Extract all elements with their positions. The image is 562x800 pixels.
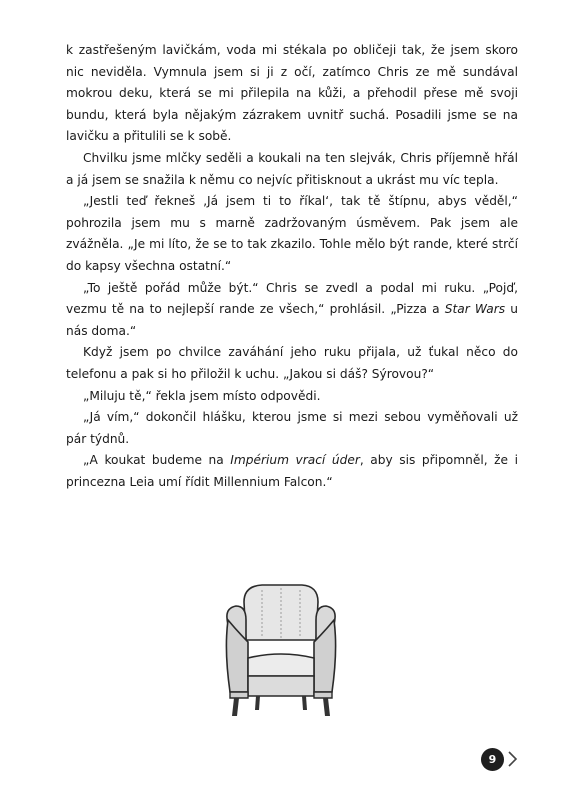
text-run: „To ještě pořád může být.“ Chris se zvedl a podal mi ruku. „Pojď, vezmu tě na to nejlepší rande ze všech,“ prohlásil. „Pizza a	[66, 280, 518, 317]
paragraph	[66, 191, 518, 277]
paragraph	[66, 450, 518, 493]
paragraph	[66, 148, 518, 191]
text-run: Když jsem po chvilce zaváhání jeho ruku přijala, už ťukal něco do telefonu a pak si ho přiložil k uchu. „Jakou si dáš? Sýrovou?“	[66, 345, 518, 381]
text-run: u nás doma.“	[66, 302, 518, 338]
text-run: k zastřešeným lavičkám, voda mi stékala po obličeji tak, že jsem skoro nic neviděla. Vymnula jsem si ji z očí, zatímco Chris ze mě sundával mokrou deku, která se mi přilepila na kůži, a přehodil přese mě svoji bundu, která byla nějakým zázrakem uvnitř suchá. Posadili jsme se na lavičku a přitulili se k sobě.	[66, 43, 518, 144]
italic-title: Impérium vrací úder	[230, 453, 360, 468]
page-text	[66, 40, 518, 493]
paragraph	[66, 407, 518, 450]
text-run: , aby sis připomněl, že i princezna Leia umí řídit Millennium Falcon.“	[66, 453, 518, 489]
text-run: Chvilku jsme mlčky seděli a koukali na ten slejvák, Chris příjemně hřál a já jsem se snažila k němu co nejvíc přitisknout a ukrást mu víc tepla.	[66, 150, 518, 187]
page-number-badge: 9	[481, 748, 504, 771]
paragraph	[66, 278, 518, 343]
armchair-illustration	[218, 580, 344, 726]
text-run: „A koukat budeme na	[83, 453, 231, 468]
text-run: „Miluju tě,“ řekla jsem místo odpovědi.	[83, 388, 321, 403]
text-run: „Jestli teď řekneš ‚Já jsem ti to říkal‘, tak tě štípnu, abys věděl,“ pohrozila jsem mu s marně zadržovaným úsměvem. Pak jsem ale zvážněla. „Je mi líto, že se to tak zkazilo. Tohle mělo být rande, které strčí do kapsy všechna ostatní.“	[66, 194, 518, 273]
chevron-right-icon[interactable]	[506, 750, 518, 768]
paragraph	[66, 386, 518, 408]
paragraph	[66, 342, 518, 385]
italic-title: Star Wars	[444, 302, 506, 317]
text-run: „Já vím,“ dokončil hlášku, kterou jsme si mezi sebou vyměňovali už pár týdnů.	[66, 410, 518, 446]
paragraph	[66, 40, 518, 148]
